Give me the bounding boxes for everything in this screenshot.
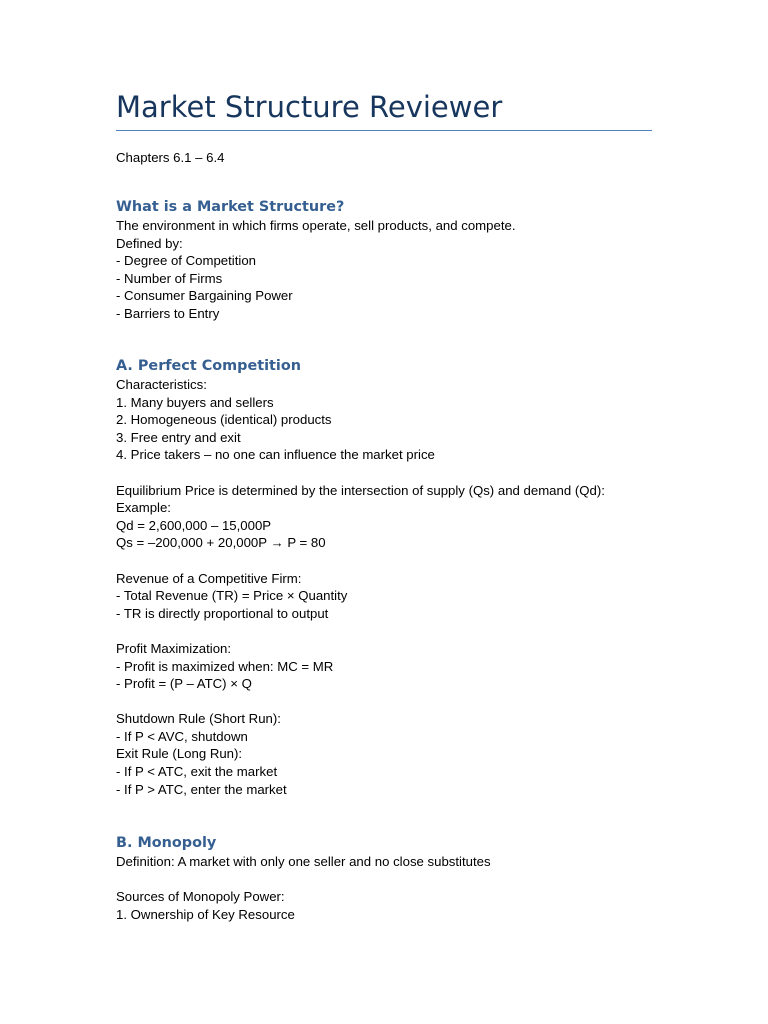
text-line: Definition: A market with only one seller and no close substitutes xyxy=(116,854,491,869)
chapters-subtitle: Chapters 6.1 – 6.4 xyxy=(116,150,225,165)
text-line: Example: xyxy=(116,500,171,516)
equation-line: Qd = 2,600,000 – 15,000P xyxy=(116,517,272,533)
list-item: - Profit = (P – ATC) × Q xyxy=(116,676,252,692)
list-item: 4. Price takers – no one can influence the market price xyxy=(116,447,435,463)
perfect-competition-body xyxy=(116,376,652,798)
paragraph-spacer xyxy=(116,622,652,640)
text-line: The environment in which firms operate, sell products, and compete. xyxy=(116,218,516,233)
list-item: 1. Many buyers and sellers xyxy=(116,394,274,410)
list-item: - Consumer Bargaining Power xyxy=(116,288,293,304)
section-heading-monopoly: B. Monopoly xyxy=(116,835,217,851)
text-line: Profit Maximization: xyxy=(116,640,232,656)
text-line: Equilibrium Price is determined by the intersection of supply (Qs) and demand (Qd): xyxy=(116,482,605,498)
section-perfect-competition xyxy=(116,356,652,798)
document-title: Market Structure Reviewer xyxy=(116,90,503,124)
list-item: - Number of Firms xyxy=(116,270,223,286)
section-heading-market-structure: What is a Market Structure? xyxy=(116,199,345,215)
list-item: - If P > ATC, enter the market xyxy=(116,781,287,797)
market-structure-body xyxy=(116,217,652,323)
section-heading-perfect-competition: A. Perfect Competition xyxy=(116,358,301,374)
list-item: 2. Homogeneous (identical) products xyxy=(116,412,332,428)
equation-line: Qs = –200,000 + 20,000P → P = 80 xyxy=(116,535,326,551)
list-item: 3. Free entry and exit xyxy=(116,429,241,445)
monopoly-body xyxy=(116,853,652,923)
list-item: - TR is directly proportional to output xyxy=(116,605,329,621)
list-item: 1. Ownership of Key Resource xyxy=(116,906,295,922)
text-line: Revenue of a Competitive Firm: xyxy=(116,570,302,586)
list-item: - Total Revenue (TR) = Price × Quantity xyxy=(116,588,348,604)
text-line: Exit Rule (Long Run): xyxy=(116,746,243,762)
section-market-structure xyxy=(116,197,652,323)
list-item: - If P < AVC, shutdown xyxy=(116,728,248,744)
paragraph-spacer xyxy=(116,693,652,711)
paragraph-spacer xyxy=(116,871,652,889)
list-item: - Degree of Competition xyxy=(116,253,257,269)
list-item: - If P < ATC, exit the market xyxy=(116,764,278,780)
text-line: Sources of Monopoly Power: xyxy=(116,889,285,905)
title-underline xyxy=(116,130,652,131)
text-line: Defined by: xyxy=(116,235,183,251)
characteristics-label: Characteristics: xyxy=(116,377,207,392)
section-monopoly xyxy=(116,833,652,923)
text-line: Shutdown Rule (Short Run): xyxy=(116,711,281,727)
list-item: - Profit is maximized when: MC = MR xyxy=(116,658,334,674)
paragraph-spacer xyxy=(116,464,652,482)
list-item: - Barriers to Entry xyxy=(116,305,220,321)
paragraph-spacer xyxy=(116,552,652,570)
